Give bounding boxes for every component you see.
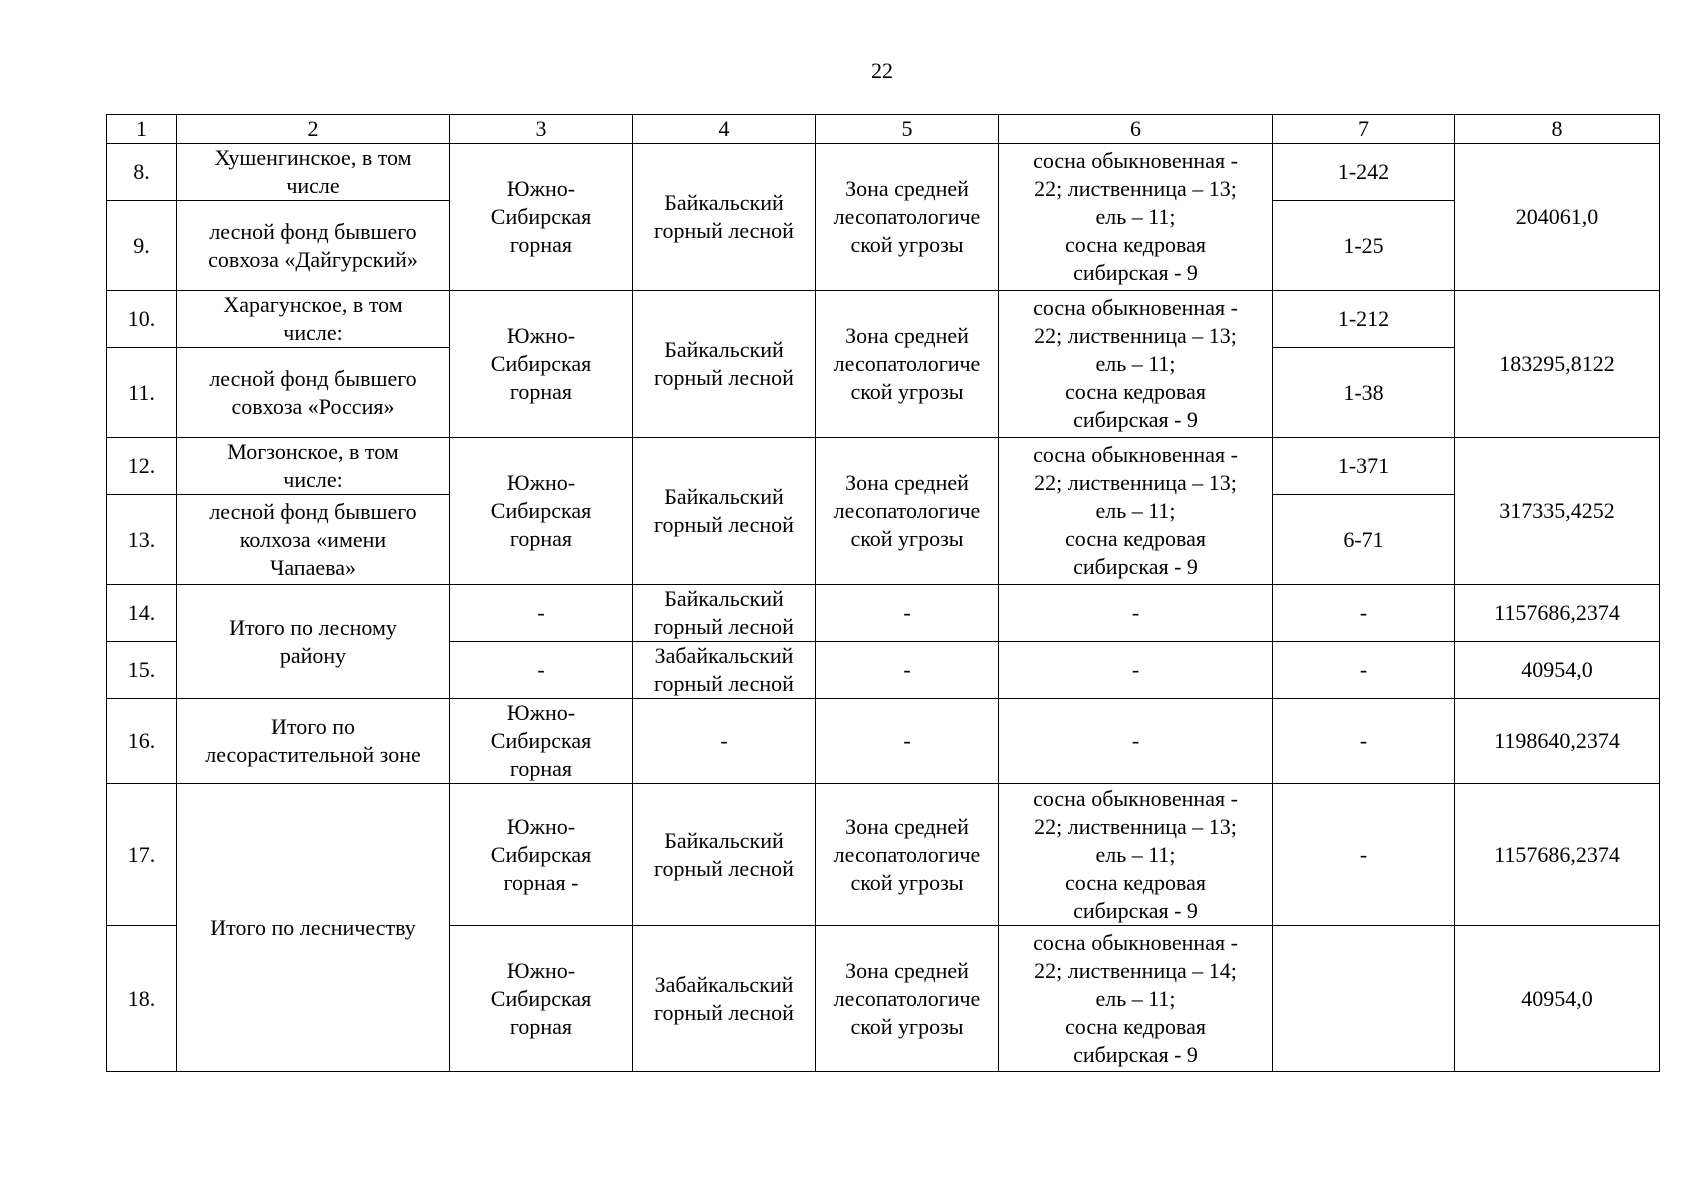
table-row xyxy=(107,784,1660,926)
quarter-numbers: 1-242 xyxy=(1273,144,1455,201)
total-forestry-label: Итого по лесничеству xyxy=(177,784,450,1072)
area-value: 204061,0 xyxy=(1455,144,1660,291)
quarter-numbers: 6-71 xyxy=(1273,495,1455,585)
quarter-numbers: - xyxy=(1273,585,1455,642)
area-value: 40954,0 xyxy=(1455,642,1660,699)
col-header-4: 4 xyxy=(633,115,816,144)
col-header-8: 8 xyxy=(1455,115,1660,144)
vegetation-zone: Южно- Сибирская горная xyxy=(450,699,633,784)
row-number: 15. xyxy=(107,642,177,699)
quarter-numbers: - xyxy=(1273,699,1455,784)
forestry-table xyxy=(106,114,1660,1072)
quarter-numbers: 1-212 xyxy=(1273,291,1455,348)
vegetation-zone: - xyxy=(450,585,633,642)
total-zone-label: Итого по лесорастительной зоне xyxy=(177,699,450,784)
col-header-2: 2 xyxy=(177,115,450,144)
tree-species: сосна обыкновенная - 22; лиственница – 13; ель – 11; сосна кедровая сибирская - 9 xyxy=(999,144,1273,291)
col-header-3: 3 xyxy=(450,115,633,144)
pathology-threat-zone: - xyxy=(816,699,999,784)
forestry-name: лесной фонд бывшего совхоза «Россия» xyxy=(177,348,450,438)
quarter-numbers: - xyxy=(1273,642,1455,699)
tree-species: - xyxy=(999,585,1273,642)
forestry-name: лесной фонд бывшего колхоза «имени Чапаева» xyxy=(177,495,450,585)
row-number: 16. xyxy=(107,699,177,784)
vegetation-zone: Южно- Сибирская горная xyxy=(450,291,633,438)
pathology-threat-zone: - xyxy=(816,585,999,642)
forest-district: Забайкальский горный лесной xyxy=(633,926,816,1072)
table-row xyxy=(107,144,1660,201)
pathology-threat-zone: Зона средней лесопатологиче ской угрозы xyxy=(816,144,999,291)
row-number: 17. xyxy=(107,784,177,926)
tree-species: сосна обыкновенная - 22; лиственница – 13; ель – 11; сосна кедровая сибирская - 9 xyxy=(999,784,1273,926)
row-number: 14. xyxy=(107,585,177,642)
page-number: 22 xyxy=(871,58,893,83)
forest-district: Байкальский горный лесной xyxy=(633,291,816,438)
forest-district: - xyxy=(633,699,816,784)
quarter-numbers: 1-25 xyxy=(1273,201,1455,291)
vegetation-zone: Южно- Сибирская горная - xyxy=(450,784,633,926)
tree-species: сосна обыкновенная - 22; лиственница – 13; ель – 11; сосна кедровая сибирская - 9 xyxy=(999,438,1273,585)
table-row xyxy=(107,438,1660,495)
pathology-threat-zone: Зона средней лесопатологиче ской угрозы xyxy=(816,926,999,1072)
forest-district: Байкальский горный лесной xyxy=(633,585,816,642)
vegetation-zone: Южно- Сибирская горная xyxy=(450,926,633,1072)
vegetation-zone: Южно- Сибирская горная xyxy=(450,144,633,291)
column-number-row xyxy=(107,115,1660,144)
forest-district: Забайкальский горный лесной xyxy=(633,642,816,699)
quarter-numbers: 1-38 xyxy=(1273,348,1455,438)
row-number: 10. xyxy=(107,291,177,348)
forest-district: Байкальский горный лесной xyxy=(633,784,816,926)
area-value: 40954,0 xyxy=(1455,926,1660,1072)
col-header-6: 6 xyxy=(999,115,1273,144)
forest-district: Байкальский горный лесной xyxy=(633,144,816,291)
quarter-numbers: 1-371 xyxy=(1273,438,1455,495)
row-number: 12. xyxy=(107,438,177,495)
table-row xyxy=(107,291,1660,348)
tree-species: сосна обыкновенная - 22; лиственница – 13; ель – 11; сосна кедровая сибирская - 9 xyxy=(999,291,1273,438)
area-value: 1198640,2374 xyxy=(1455,699,1660,784)
forestry-name: Хушенгинское, в том числе xyxy=(177,144,450,201)
vegetation-zone: - xyxy=(450,642,633,699)
quarter-numbers: - xyxy=(1273,784,1455,926)
forest-district: Байкальский горный лесной xyxy=(633,438,816,585)
col-header-1: 1 xyxy=(107,115,177,144)
area-value: 317335,4252 xyxy=(1455,438,1660,585)
row-number: 9. xyxy=(107,201,177,291)
col-header-5: 5 xyxy=(816,115,999,144)
row-number: 18. xyxy=(107,926,177,1072)
vegetation-zone: Южно- Сибирская горная xyxy=(450,438,633,585)
tree-species: сосна обыкновенная - 22; лиственница – 14; ель – 11; сосна кедровая сибирская - 9 xyxy=(999,926,1273,1072)
pathology-threat-zone: - xyxy=(816,642,999,699)
row-number: 8. xyxy=(107,144,177,201)
area-value: 1157686,2374 xyxy=(1455,784,1660,926)
table-row xyxy=(107,699,1660,784)
forestry-name: Харагунское, в том числе: xyxy=(177,291,450,348)
col-header-7: 7 xyxy=(1273,115,1455,144)
table-row xyxy=(107,585,1660,642)
pathology-threat-zone: Зона средней лесопатологиче ской угрозы xyxy=(816,291,999,438)
tree-species: - xyxy=(999,699,1273,784)
pathology-threat-zone: Зона средней лесопатологиче ской угрозы xyxy=(816,784,999,926)
pathology-threat-zone: Зона средней лесопатологиче ской угрозы xyxy=(816,438,999,585)
area-value: 1157686,2374 xyxy=(1455,585,1660,642)
row-number: 11. xyxy=(107,348,177,438)
tree-species: - xyxy=(999,642,1273,699)
forestry-name: Могзонское, в том числе: xyxy=(177,438,450,495)
row-number: 13. xyxy=(107,495,177,585)
quarter-numbers xyxy=(1273,926,1455,1072)
total-district-label: Итого по лесному району xyxy=(177,585,450,699)
forestry-name: лесной фонд бывшего совхоза «Дайгурский» xyxy=(177,201,450,291)
area-value: 183295,8122 xyxy=(1455,291,1660,438)
